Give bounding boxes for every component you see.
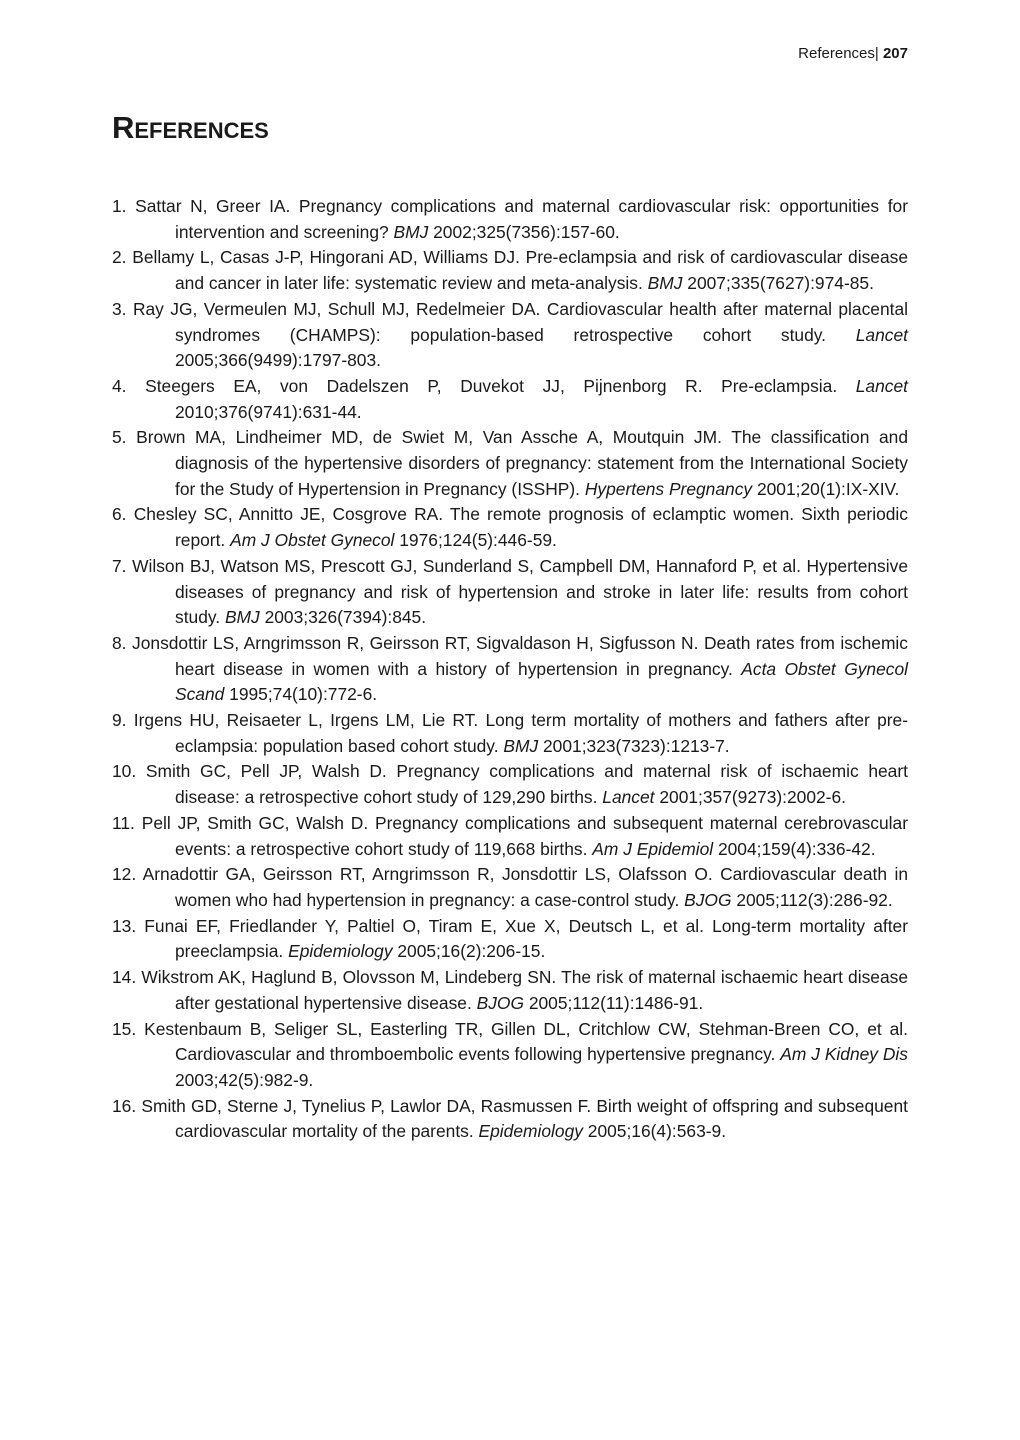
reference-citation-text: Pell JP, Smith GC, Walsh D. Pregnancy complications and subsequent maternal cerebrovascular events: a retrospective cohort study of 119,668 births.	[141, 812, 909, 859]
reference-number: 10.	[112, 761, 137, 782]
reference-journal: Epidemiology	[478, 1121, 583, 1142]
reference-number: 2.	[112, 247, 127, 268]
reference-item	[112, 965, 908, 1016]
reference-item	[112, 811, 908, 862]
reference-citation-text: Ray JG, Vermeulen MJ, Schull MJ, Redelmeier DA. Cardiovascular health after maternal placental syndromes (CHAMPS): population-based retrospective cohort study.	[132, 298, 908, 345]
reference-item	[112, 862, 908, 913]
page-number: 207	[882, 45, 908, 62]
running-header-section: References	[798, 45, 875, 62]
reference-number: 5.	[112, 427, 127, 448]
reference-item	[112, 1017, 908, 1094]
running-header	[798, 45, 908, 62]
reference-journal: Lancet	[855, 375, 908, 396]
reference-citation-text: Funai EF, Friedlander Y, Paltiel O, Tiram E, Xue X, Deutsch L, et al. Long-term mortality after preeclampsia.	[144, 915, 908, 962]
reference-citation-text: Jonsdottir LS, Arngrimsson R, Geirsson RT, Sigvaldason H, Sigfusson N. Death rates from ischemic heart disease in women with a history of hypertension in pregnancy.	[132, 632, 908, 679]
reference-item	[112, 708, 908, 759]
reference-number: 4.	[112, 375, 127, 396]
reference-item	[112, 914, 908, 965]
reference-journal: BMJ	[393, 221, 429, 242]
reference-number: 6.	[112, 504, 127, 525]
reference-number: 13.	[112, 915, 137, 936]
reference-volume-pages: 2002;325(7356):157-60.	[433, 221, 620, 242]
reference-citation-text: Wikstrom AK, Haglund B, Olovsson M, Lindeberg SN. The risk of maternal ischaemic heart disease after gestational hypertensive disease.	[141, 967, 908, 1013]
reference-list	[112, 194, 908, 1145]
reference-number: 11.	[112, 812, 135, 833]
reference-volume-pages: 2003;42(5):982-9.	[175, 1069, 314, 1090]
reference-volume-pages: 2005;112(11):1486-91.	[528, 992, 704, 1013]
reference-citation-text: Bellamy L, Casas J-P, Hingorani AD, Williams DJ. Pre-eclampsia and risk of cardiovascular disease and cancer in later life: systematic review and meta-analysis.	[132, 247, 908, 294]
reference-citation-text: Smith GD, Sterne J, Tynelius P, Lawlor DA, Rasmussen F. Birth weight of offspring and subsequent cardiovascular mortality of the parents.	[141, 1095, 908, 1142]
reference-citation-text: Wilson BJ, Watson MS, Prescott GJ, Sunderland S, Campbell DM, Hannaford P, et al. Hypertensive diseases of pregnancy and risk of hypertension and stroke in later life: results from cohort study.	[132, 555, 908, 628]
reference-item	[112, 502, 908, 553]
reference-number: 12.	[112, 864, 137, 885]
reference-item	[112, 631, 908, 708]
reference-journal: Epidemiology	[288, 941, 393, 962]
reference-journal: Hypertens Pregnancy	[584, 478, 753, 499]
reference-number: 16.	[112, 1095, 137, 1116]
reference-volume-pages: 2001;357(9273):2002-6.	[659, 787, 846, 808]
reference-volume-pages: 2001;323(7323):1213-7.	[543, 735, 730, 756]
reference-volume-pages: 1976;124(5):446-59.	[399, 530, 557, 551]
reference-volume-pages: 2005;16(4):563-9.	[587, 1121, 727, 1142]
reference-item	[112, 297, 908, 374]
reference-journal: Acta Obstet Gynecol Scand	[175, 658, 908, 705]
reference-journal: Lancet	[602, 787, 655, 808]
reference-citation-text: Sattar N, Greer IA. Pregnancy complications and maternal cardiovascular risk: opportunities for intervention and screening?	[135, 196, 908, 242]
reference-number: 14.	[112, 967, 137, 988]
reference-journal: BMJ	[224, 607, 260, 628]
reference-citation-text: Brown MA, Lindheimer MD, de Swiet M, Van Assche A, Moutquin JM. The classification and diagnosis of the hypertensive disorders of pregnancy: statement from the International Society for the Study of Hypertension in Pregnancy (ISSHP).	[136, 427, 908, 499]
reference-item	[112, 245, 908, 296]
reference-citation-text: Kestenbaum B, Seliger SL, Easterling TR, Gillen DL, Critchlow CW, Stehman-Breen CO, et al. Cardiovascular and thromboembolic events following hypertensive pregnancy.	[144, 1018, 908, 1065]
running-header-separator: |	[874, 45, 879, 62]
reference-number: 9.	[112, 710, 127, 731]
reference-volume-pages: 2001;20(1):IX-XIV.	[756, 478, 900, 499]
reference-volume-pages: 2010;376(9741):631-44.	[175, 401, 362, 422]
reference-citation-text: Arnadottir GA, Geirsson RT, Arngrimsson R, Jonsdottir LS, Olafsson O. Cardiovascular death in women who had hypertension in pregnancy: a case-control study.	[142, 864, 908, 910]
reference-number: 7.	[112, 555, 127, 576]
reference-journal: Am J Obstet Gynecol	[230, 530, 395, 551]
reference-volume-pages: 2005;16(2):206-15.	[397, 941, 546, 962]
reference-volume-pages: 2004;159(4):336-42.	[717, 838, 876, 859]
reference-number: 1.	[112, 196, 127, 216]
reference-number: 8.	[112, 632, 127, 653]
reference-journal: BJOG	[476, 992, 524, 1013]
page-title: References	[112, 110, 269, 145]
reference-citation-text: Steegers EA, von Dadelszen P, Duvekot JJ, Pijnenborg R. Pre-eclampsia.	[145, 375, 838, 396]
reference-item	[112, 425, 908, 502]
reference-volume-pages: 2003;326(7394):845.	[264, 607, 427, 628]
reference-volume-pages: 1995;74(10):772-6.	[229, 684, 378, 705]
reference-journal: BMJ	[647, 273, 683, 294]
reference-journal: Am J Kidney Dis	[780, 1044, 908, 1065]
reference-citation-text: Smith GC, Pell JP, Walsh D. Pregnancy complications and maternal risk of ischaemic heart disease: a retrospective cohort study of 129,290 births.	[145, 761, 908, 808]
reference-item	[112, 194, 908, 245]
reference-journal: BMJ	[503, 735, 539, 756]
reference-item	[112, 554, 908, 631]
reference-number: 15.	[112, 1018, 137, 1039]
reference-volume-pages: 2005;366(9499):1797-803.	[175, 350, 381, 371]
reference-number: 3.	[112, 298, 127, 319]
reference-item	[112, 1094, 908, 1145]
reference-citation-text: Chesley SC, Annitto JE, Cosgrove RA. The remote prognosis of eclamptic women. Sixth periodic report.	[133, 504, 908, 551]
reference-journal: Am J Epidemiol	[592, 838, 714, 859]
reference-volume-pages: 2007;335(7627):974-85.	[687, 273, 874, 294]
reference-item	[112, 374, 908, 425]
reference-journal: Lancet	[855, 324, 908, 345]
reference-journal: BJOG	[684, 889, 732, 910]
reference-citation-text: Irgens HU, Reisaeter L, Irgens LM, Lie RT. Long term mortality of mothers and fathers after pre-eclampsia: population based cohort study.	[133, 710, 908, 756]
reference-item	[112, 759, 908, 810]
reference-volume-pages: 2005;112(3):286-92.	[736, 889, 893, 910]
